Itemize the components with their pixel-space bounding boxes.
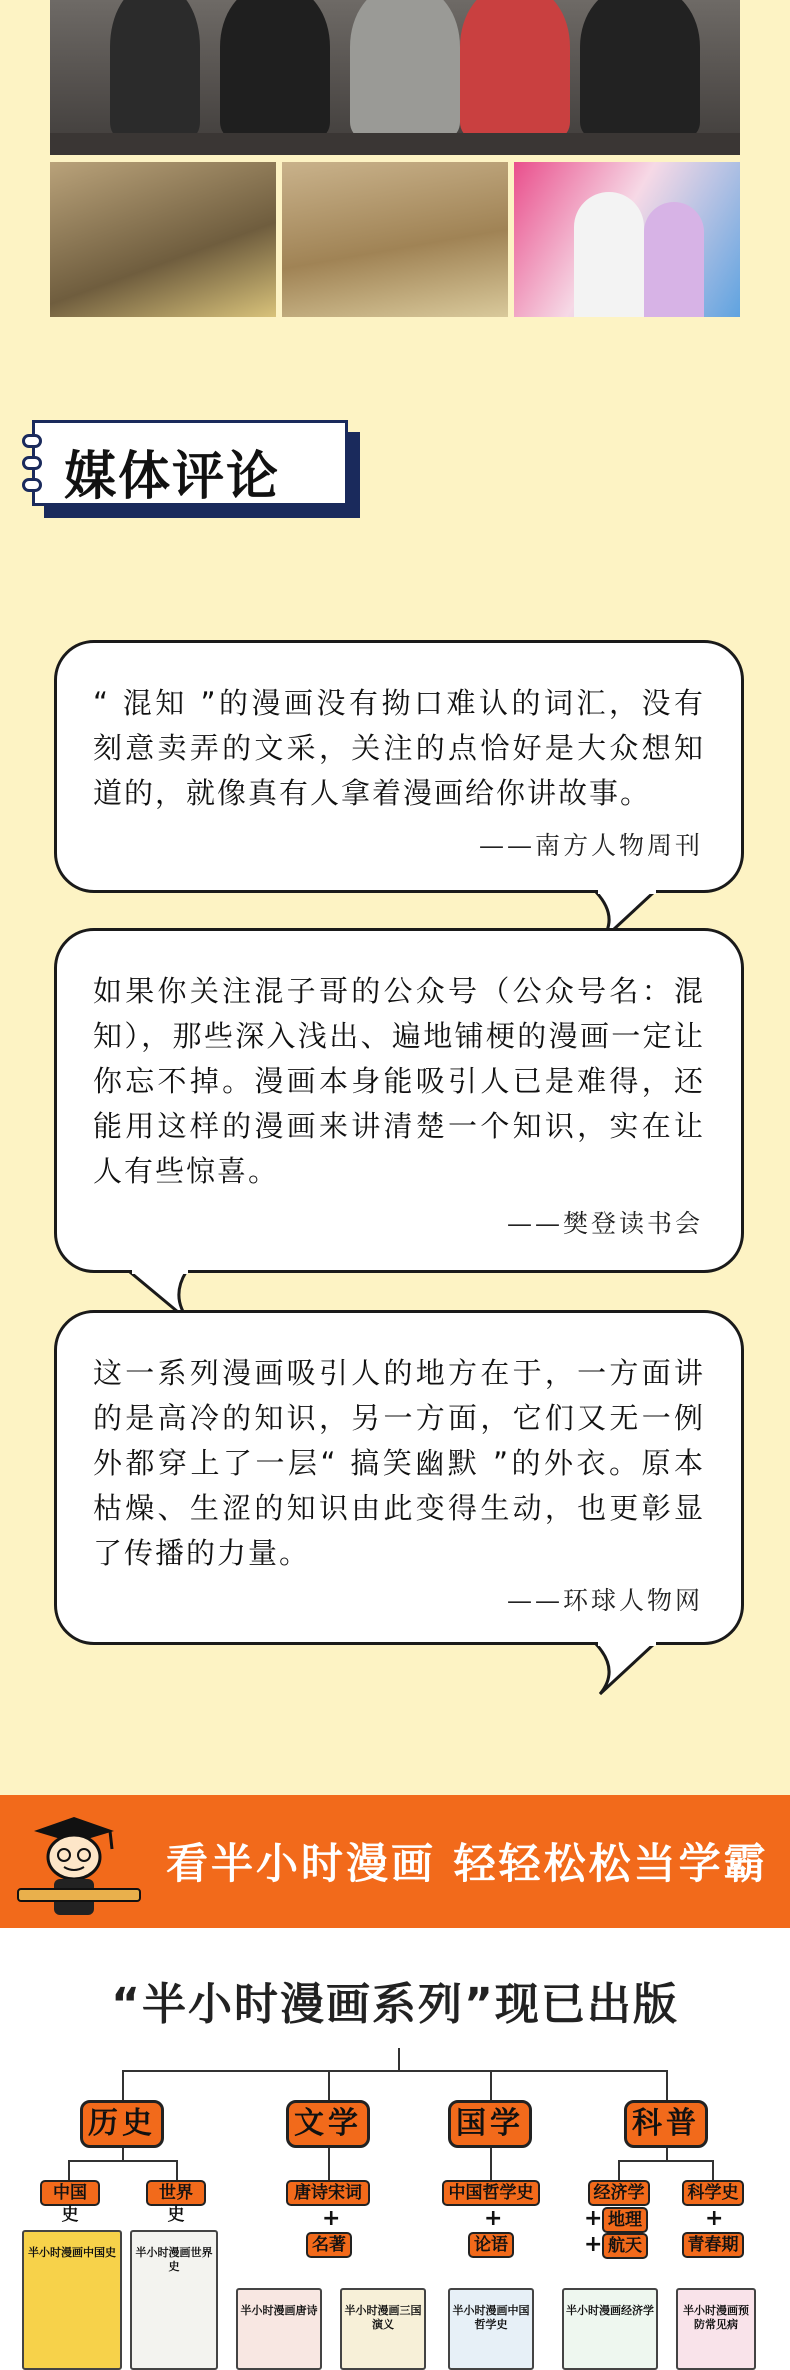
review-text: 这一系列漫画吸引人的地方在于，一方面讲的是高冷的知识，另一方面，它们又无一例外都穿上了一层“ 搞笑幽默 ”的外衣。原本枯燥、生涩的知识由此变得生动，也更彰显了传播的力量。 (93, 1356, 705, 1570)
book-cover[interactable] (22, 2230, 122, 2370)
book-cover[interactable] (562, 2288, 658, 2370)
review-source: ——樊登读书会 (506, 1209, 703, 1238)
tag-tang-song-poetry: 唐诗宋词 (286, 2180, 370, 2206)
event-photo-signing (514, 162, 740, 317)
book-cover[interactable] (676, 2288, 756, 2370)
book-title: 半小时漫画中国哲学史 (452, 2304, 530, 2331)
review-text: 如果你关注混子哥的公众号（公众号名：混知），那些深入浅出、遍地铺梗的漫画一定让你忘不掉。漫画本身能吸引人已是难得，还能用这样的漫画来讲清楚一个知识，实在让人有些惊喜。 (93, 974, 705, 1188)
plus-sign: + (584, 2232, 603, 2257)
book-title: 半小时漫画世界史 (135, 2246, 213, 2273)
tag-economics: 经济学 (588, 2180, 650, 2206)
book-cover[interactable] (340, 2288, 426, 2370)
tag-chinese-philosophy: 中国哲学史 (442, 2180, 540, 2206)
section-title-text: 媒体评论 (64, 447, 281, 507)
review-card (54, 1310, 744, 1645)
book-title: 半小时漫画经济学 (566, 2304, 654, 2317)
section-title-media-reviews (32, 420, 362, 520)
book-cover[interactable] (236, 2288, 322, 2370)
book-cover[interactable] (448, 2288, 534, 2370)
book-cover[interactable] (130, 2230, 218, 2370)
review-source: ——南方人物周刊 (478, 831, 703, 860)
book-title: 半小时漫画三国演义 (344, 2304, 422, 2331)
book-title: 半小时漫画唐诗 (240, 2304, 318, 2317)
tag-geography: 地理 (602, 2207, 648, 2233)
speech-bubble-tail (590, 1640, 670, 1700)
slogan-banner (0, 1795, 790, 1928)
category-history[interactable]: 历史 (80, 2100, 164, 2148)
tag-adolescence: 青春期 (682, 2232, 744, 2258)
book-title: 半小时漫画预防常见病 (683, 2304, 749, 2331)
series-title: “半小时漫画系列”现已出版 (111, 1979, 679, 2030)
slogan-text: 看半小时漫画 轻轻松松当学霸 (166, 1839, 769, 1888)
plus-sign: + (322, 2206, 341, 2231)
review-text: “ 混知 ”的漫画没有拗口难认的词汇，没有刻意卖弄的文采，关注的点恰好是大众想知道的，就像真有人拿着漫画给你讲故事。 (93, 686, 705, 810)
plus-sign: + (584, 2206, 603, 2231)
plus-sign: + (484, 2206, 503, 2231)
series-section (0, 1928, 790, 2370)
category-sinology[interactable]: 国学 (448, 2100, 532, 2148)
event-photo-main (50, 0, 740, 155)
tag-chinese-history: 中国史 (40, 2180, 100, 2206)
review-card (54, 928, 744, 1273)
review-card (54, 640, 744, 893)
tag-aerospace: 航天 (602, 2233, 648, 2259)
category-science[interactable]: 科普 (624, 2100, 708, 2148)
plus-sign: + (705, 2206, 724, 2231)
scholar-mascot-icon (14, 1809, 144, 1924)
tag-analects: 论语 (468, 2232, 514, 2258)
tag-world-history: 世界史 (146, 2180, 206, 2206)
category-literature[interactable]: 文学 (286, 2100, 370, 2148)
tag-science-history: 科学史 (682, 2180, 744, 2206)
review-source: ——环球人物网 (506, 1586, 703, 1615)
tag-classics: 名著 (306, 2232, 352, 2258)
event-photo-crowd-2 (282, 162, 508, 317)
event-photo-crowd-1 (50, 162, 276, 317)
book-title: 半小时漫画中国史 (28, 2246, 116, 2259)
